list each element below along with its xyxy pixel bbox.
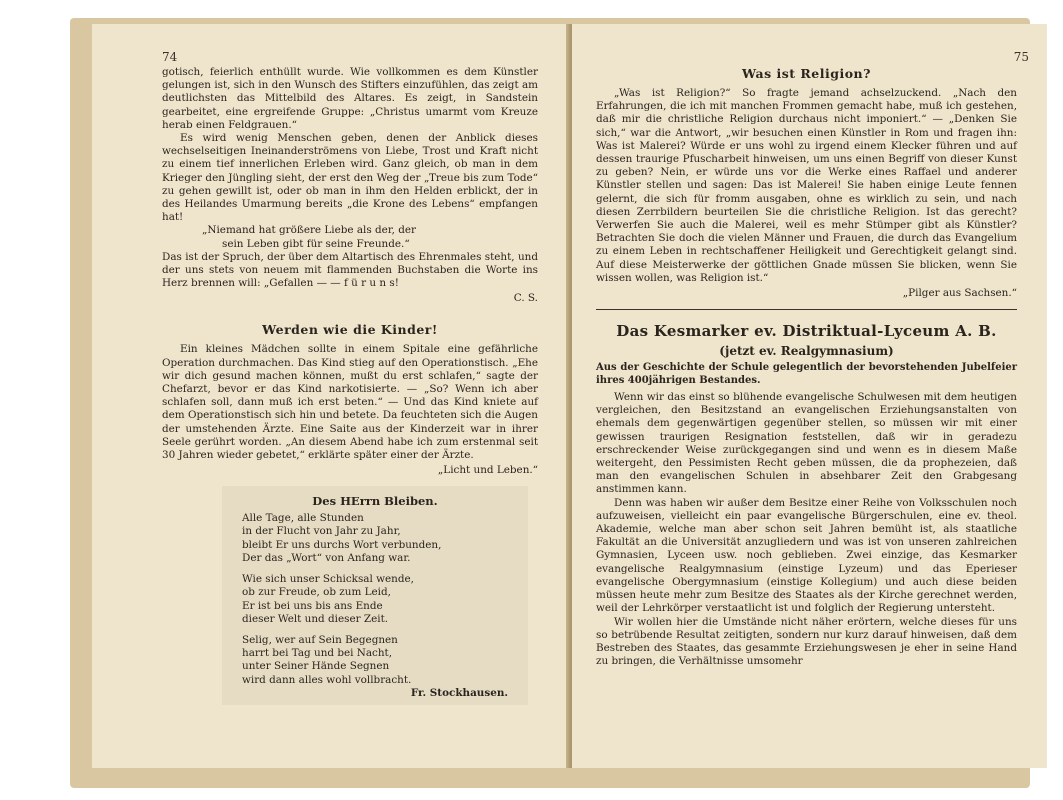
stanza bbox=[242, 573, 508, 626]
poem-line: Er ist bei uns bis ans Ende bbox=[242, 599, 383, 612]
paragraph: Denn was haben wir außer dem Besitze einer Reihe von Volksschulen noch aufzuweisen, vielleicht ein paar evangelische Bürgerschulen, eine ev. theol. Akademie, welche man aber schon seit Jahren bemüht ist, als staatliche Fakultät an die Universität anzugliedern und was ist von unseren zahlreichen Gymnasien, Lyceen usw. noch geblieben. Zwei einzige, das Kesmarker evangelische Realgymnasium (einstige Lyzeum) und das Eperieser evangelische Obergymnasium (einstige Kollegium) und auch diese beiden müssen heute mehr zum Besitze des Staates als der Kirche gerechnet werden, weil der Lehrkörper verstaatlicht ist und folglich der Regierung untersteht. bbox=[596, 496, 1017, 615]
signature: „Licht und Leben.“ bbox=[437, 464, 538, 477]
page-number: 74 bbox=[162, 50, 178, 64]
paragraph: Wir wollen hier die Umstände nicht näher erörtern, welche dieses für uns so betrübende Resultat zeitigten, sondern nur kurz darauf hinweisen, daß dem Bestreben des Staates, das gesammte Erziehungswesen je eher in seine Hand zu bringen, die Verhältnisse umsomehr bbox=[596, 615, 1017, 668]
poem-line: harrt bei Tag und bei Nacht, bbox=[242, 647, 393, 660]
paragraph: gotisch, feierlich enthüllt wurde. Wie vollkommen es dem Künstler gelungen ist, sich in den Wunsch des Stifters einzufühlen, das zeigt am deutlichsten das Mittelbild des Altares. Es zeigt, in Sandstein gearbeitet, eine ergreifende Gruppe: „Christus umarmt vom Kreuze herab einen Feldgrauen.“ bbox=[162, 66, 538, 131]
quote-line: sein Leben gibt für seine Freunde.“ bbox=[222, 237, 410, 250]
poem-line: Alle Tage, alle Stunden bbox=[242, 512, 364, 525]
poem-title: Des HErrn Bleiben. bbox=[312, 494, 438, 509]
poem-line: Wie sich unser Schicksal wende, bbox=[242, 573, 414, 586]
paragraph: Wenn wir das einst so blühende evangelische Schulwesen mit dem heutigen vergleichen, den Besitzstand an evangelischen Erziehungsanstalten von ehemals dem gegenwärtigen gegenüber stellen, so müssen wir mit einer gewissen traurigen Resignation feststellen, daß wir in geradezu erschreckender Weise zurückgegangen sind und wenn es in diesem Maße weitergeht, den Pessimisten Recht geben müssen, die da prophezeien, daß man den evangelischen Schulen in absehbarer Zeit den Grabgesang anstimmen kann. bbox=[596, 391, 1017, 496]
article-subtitle: (jetzt ev. Realgymnasium) bbox=[719, 344, 894, 359]
article-title: Das Kesmarker ev. Distriktual-Lyceum A. B. bbox=[616, 322, 997, 341]
stanza bbox=[242, 634, 508, 687]
paragraph: Es wird wenig Menschen geben, denen der Anblick dieses wechselseitigen Ineinanderströmens von Liebe, Trost und Kraft nicht zu einem tief innerlichen Erleben wird. Ganz gleich, ob man in dem Krieger den Jüngling sieht, der erst den Weg der „Treue bis zum Tode“ zu gehen gewillt ist, oder ob man in ihm den Helden erblickt, der in des Heilandes Umarmung bereits „die Krone des Lebens“ empfangen hat! bbox=[162, 132, 538, 224]
left-page bbox=[92, 24, 568, 768]
poem-line: bleibt Er uns durchs Wort verbunden, bbox=[242, 538, 442, 551]
poem-line: in der Flucht von Jahr zu Jahr, bbox=[242, 525, 401, 538]
signature: C. S. bbox=[513, 292, 538, 305]
paragraph: Ein kleines Mädchen sollte in einem Spitale eine gefährliche Operation durchmachen. Das Kind stieg auf den Operationstisch. „Ehe wir dich gesund machen können, mußt du erst schlafen,“ sagte der Chefarzt, bevor er das Kind narkotisierte. — „So? Wenn ich aber schlafen soll, dann muß ich erst beten.“ — Und das Kind kniete auf dem Operationstisch sich hin und betete. Da feuchteten sich die Augen der umstehenden Ärzte. Eine Saite aus der Kinderzeit war in ihrer Seele gerührt worden. „An diesem Abend habe ich zum erstenmal seit 30 Jahren wieder gebetet,“ erklärte später einer der Ärzte. bbox=[162, 343, 538, 462]
section-heading: Werden wie die Kinder! bbox=[262, 322, 438, 338]
quote-line: „Niemand hat größere Liebe als der, der bbox=[202, 224, 417, 237]
paragraph: Das ist der Spruch, der über dem Altartisch des Ehrenmales steht, und der uns stets von neuem mit flammenden Buchstaben die Worte ins Herz brennen will: „Gefallen — — f ü r u n s! bbox=[162, 250, 538, 290]
poem-line: ob zur Freude, ob zum Leid, bbox=[242, 586, 391, 599]
poem-box bbox=[222, 486, 528, 704]
poem-author: Fr. Stockhausen. bbox=[410, 686, 508, 699]
article-lead: Aus der Geschichte der Schule gelegentlich der bevorstehenden Jubelfeier ihres 400jährigen Bestandes. bbox=[596, 362, 1017, 386]
paragraph: „Was ist Religion?“ So fragte jemand achselzuckend. „Nach den Erfahrungen, die ich mit manchen Frommen gemacht habe, muß ich gestehen, daß mir die christliche Religion durchaus nicht imponiert.“ — „Denken Sie sich,“ war die Antwort, „wir besuchen einen Künstler in Rom und fragen ihn: Was ist Malerei? Würde er uns wohl zu irgend einem Klecker führen und auf dessen traurige Pfuscharbeit hinweisen, um uns einen Begriff von dieser Kunst zu geben? Nein, er würde uns vor die Werke eines Raffael und anderer Künstler stellen und sagen: Das ist Malerei! Sie haben einige Leute fennen gelernt, die sich für fromm ausgaben, ohne es wirklich zu sein, und nach diesen Zerrbildern beurteilen Sie die christliche Religion. Ist das gerecht? Verwerfen Sie auch die Malerei, weil es mehr Stümper gibt als Künstler? Betrachten Sie doch die vielen Männer und Frauen, die durch das Evangelium zu einem Leben in rechtschaffener Heiligkeit und Gerechtigkeit gelangt sind. Auf diese Meisterwerke der göttlichen Gnade müssen Sie blicken, wenn Sie wissen wollen, was Religion ist.“ bbox=[596, 87, 1017, 284]
signature: „Pilger aus Sachsen.“ bbox=[902, 287, 1017, 300]
section-heading: Was ist Religion? bbox=[742, 66, 871, 81]
poem-line: wird dann alles wohl vollbracht. bbox=[242, 673, 412, 686]
right-page bbox=[572, 24, 1047, 768]
poem-line: dieser Welt und dieser Zeit. bbox=[242, 612, 389, 625]
page-number: 75 bbox=[1013, 50, 1029, 64]
poem-line: Selig, wer auf Sein Begegnen bbox=[242, 633, 398, 646]
poem-line: unter Seiner Hände Segnen bbox=[242, 660, 390, 673]
stanza bbox=[242, 512, 508, 565]
divider bbox=[596, 309, 1017, 310]
poem-line: Der das „Wort“ von Anfang war. bbox=[242, 551, 411, 564]
